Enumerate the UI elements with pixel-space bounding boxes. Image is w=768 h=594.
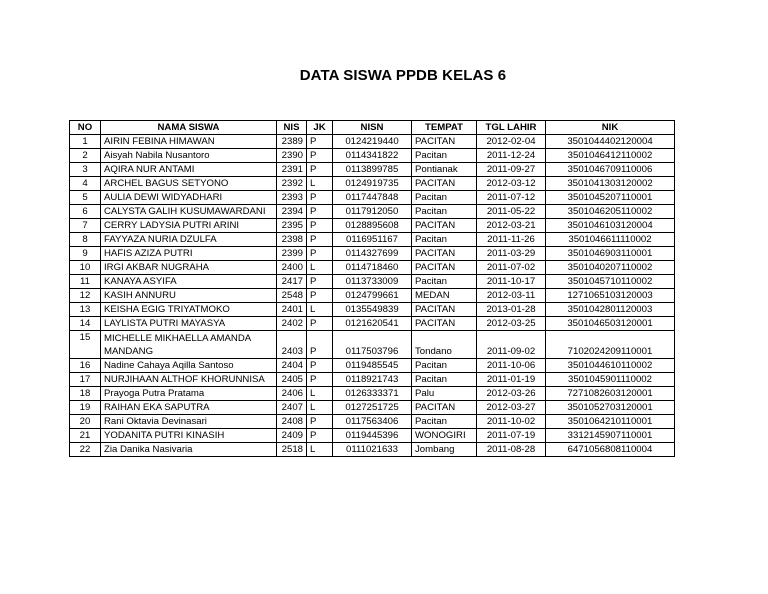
cell-no: 8 [70,233,101,247]
cell-tgl-lahir: 2011-10-02 [477,415,546,429]
cell-jk: L [307,443,333,457]
cell-no: 10 [70,261,101,275]
cell-nama: NURJIHAAN ALTHOF KHORUNNISA [101,373,277,387]
page-title: DATA SISWA PPDB KELAS 6 [299,67,507,84]
table-row [70,387,675,401]
cell-no: 18 [70,387,101,401]
cell-tgl-lahir: 2011-10-06 [477,359,546,373]
cell-nis: 2395 [277,219,307,233]
cell-tgl-lahir: 2011-09-02 [477,331,546,359]
cell-nama: YODANITA PUTRI KINASIH [101,429,277,443]
cell-nama: MICHELLE MIKHAELLA AMANDA MANDANG [101,331,277,359]
cell-no: 20 [70,415,101,429]
cell-jk: P [307,149,333,163]
cell-nik: 3501045207110001 [546,191,675,205]
header-nama-siswa: NAMA SISWA [101,121,277,135]
cell-nik: 3501042801120003 [546,303,675,317]
cell-nis: 2401 [277,303,307,317]
cell-nama: CALYSTA GALIH KUSUMAWARDANI [101,205,277,219]
cell-nisn: 0127251725 [333,401,412,415]
cell-nis: 2405 [277,373,307,387]
cell-tempat: PACITAN [412,247,477,261]
table-row [70,317,675,331]
cell-tgl-lahir: 2011-07-02 [477,261,546,275]
cell-tgl-lahir: 2011-09-27 [477,163,546,177]
cell-no: 12 [70,289,101,303]
cell-nisn: 0113733009 [333,275,412,289]
cell-nik: 3312145907110001 [546,429,675,443]
cell-jk: L [307,401,333,415]
cell-tempat: Pacitan [412,359,477,373]
cell-nisn: 0124219440 [333,135,412,149]
cell-jk: P [307,191,333,205]
cell-nis: 2408 [277,415,307,429]
cell-no: 15 [70,331,101,359]
cell-nik: 3501041303120002 [546,177,675,191]
header-jk: JK [307,121,333,135]
cell-nis: 2398 [277,233,307,247]
table-row [70,331,675,359]
cell-nisn: 0126333371 [333,387,412,401]
cell-tgl-lahir: 2011-05-22 [477,205,546,219]
cell-jk: P [307,233,333,247]
cell-nik: 7271082603120001 [546,387,675,401]
cell-nis: 2394 [277,205,307,219]
cell-nama: AQIRA NUR ANTAMI [101,163,277,177]
cell-tempat: Pacitan [412,373,477,387]
cell-tgl-lahir: 2011-07-19 [477,429,546,443]
cell-no: 6 [70,205,101,219]
cell-tempat: PACITAN [412,401,477,415]
cell-tempat: PACITAN [412,303,477,317]
header-nik: NIK [546,121,675,135]
cell-no: 9 [70,247,101,261]
cell-tempat: Pacitan [412,233,477,247]
cell-nama: Zia Danika Nasivaria [101,443,277,457]
cell-tempat: Jombang [412,443,477,457]
cell-no: 4 [70,177,101,191]
cell-nik: 3501046611110002 [546,233,675,247]
table-row [70,275,675,289]
cell-tempat: PACITAN [412,261,477,275]
cell-nisn: 0119485545 [333,359,412,373]
cell-jk: P [307,373,333,387]
cell-jk: P [307,219,333,233]
cell-no: 17 [70,373,101,387]
student-table [69,120,675,457]
cell-jk: P [307,205,333,219]
cell-tgl-lahir: 2011-08-28 [477,443,546,457]
cell-tempat: Pacitan [412,205,477,219]
cell-nik: 3501040207110002 [546,261,675,275]
cell-jk: L [307,387,333,401]
cell-nik: 3501046103120004 [546,219,675,233]
cell-nama: KANAYA ASYIFA [101,275,277,289]
cell-nik: 3501046503120001 [546,317,675,331]
cell-no: 3 [70,163,101,177]
cell-no: 11 [70,275,101,289]
cell-nis: 2391 [277,163,307,177]
cell-jk: P [307,415,333,429]
table-row [70,261,675,275]
cell-nisn: 0117563406 [333,415,412,429]
cell-nama: CERRY LADYSIA PUTRI ARINI [101,219,277,233]
cell-nama: IRGI AKBAR NUGRAHA [101,261,277,275]
cell-jk: P [307,289,333,303]
cell-nik: 1271065103120003 [546,289,675,303]
cell-tempat: Tondano [412,331,477,359]
cell-tgl-lahir: 2012-03-21 [477,219,546,233]
cell-tgl-lahir: 2012-02-04 [477,135,546,149]
cell-nis: 2390 [277,149,307,163]
cell-nis: 2548 [277,289,307,303]
cell-nik: 3501045901110002 [546,373,675,387]
table-header-row [70,121,675,135]
cell-jk: P [307,275,333,289]
cell-nis: 2399 [277,247,307,261]
table-row [70,289,675,303]
cell-nik: 3501046205110002 [546,205,675,219]
table-row [70,401,675,415]
cell-nik: 6471056808110004 [546,443,675,457]
cell-nis: 2400 [277,261,307,275]
cell-jk: P [307,429,333,443]
cell-tgl-lahir: 2012-03-25 [477,317,546,331]
cell-nis: 2393 [277,191,307,205]
cell-no: 22 [70,443,101,457]
cell-tgl-lahir: 2011-12-24 [477,149,546,163]
cell-nik: 3501044610110002 [546,359,675,373]
table-row [70,429,675,443]
cell-nisn: 0117447848 [333,191,412,205]
cell-tempat: PACITAN [412,177,477,191]
cell-nama: Nadine Cahaya Aqilla Santoso [101,359,277,373]
cell-tempat: Pacitan [412,275,477,289]
cell-nisn: 0111021633 [333,443,412,457]
cell-jk: L [307,177,333,191]
cell-nis: 2403 [277,331,307,359]
cell-nisn: 0113899785 [333,163,412,177]
cell-nis: 2392 [277,177,307,191]
cell-no: 7 [70,219,101,233]
header-tgl-lahir: TGL LAHIR [477,121,546,135]
cell-jk: L [307,261,333,275]
cell-nisn: 0124799661 [333,289,412,303]
cell-no: 2 [70,149,101,163]
cell-nama: RAIHAN EKA SAPUTRA [101,401,277,415]
cell-nama: KEISHA EGIG TRIYATMOKO [101,303,277,317]
cell-nisn: 0116951167 [333,233,412,247]
table-row [70,135,675,149]
cell-nis: 2407 [277,401,307,415]
cell-no: 14 [70,317,101,331]
table-row [70,191,675,205]
cell-nisn: 0117912050 [333,205,412,219]
cell-nama: LAYLISTA PUTRI MAYASYA [101,317,277,331]
cell-tempat: Pacitan [412,191,477,205]
cell-nik: 3501044402120004 [546,135,675,149]
cell-nama: ARCHEL BAGUS SETYONO [101,177,277,191]
cell-nik: 3501046903110001 [546,247,675,261]
cell-tempat: Pontianak [412,163,477,177]
table-body [70,135,675,457]
cell-nik: 3501046709110006 [546,163,675,177]
cell-tgl-lahir: 2012-03-12 [477,177,546,191]
cell-nisn: 0128895608 [333,219,412,233]
cell-nis: 2389 [277,135,307,149]
table-row [70,149,675,163]
cell-nama: FAYYAZA NURIA DZULFA [101,233,277,247]
cell-nis: 2518 [277,443,307,457]
cell-nama: Prayoga Putra Pratama [101,387,277,401]
table-row [70,219,675,233]
cell-no: 13 [70,303,101,317]
cell-jk: P [307,359,333,373]
table-row [70,359,675,373]
cell-nik: 3501045710110002 [546,275,675,289]
cell-tgl-lahir: 2012-03-11 [477,289,546,303]
cell-nisn: 0121620541 [333,317,412,331]
cell-tempat: PACITAN [412,135,477,149]
cell-tempat: Palu [412,387,477,401]
cell-nama: Rani Oktavia Devinasari [101,415,277,429]
cell-nisn: 0114327699 [333,247,412,261]
cell-nama: AIRIN FEBINA HIMAWAN [101,135,277,149]
header-tempat: TEMPAT [412,121,477,135]
cell-nis: 2409 [277,429,307,443]
cell-nama: AULIA DEWI WIDYADHARI [101,191,277,205]
cell-tgl-lahir: 2011-07-12 [477,191,546,205]
cell-tgl-lahir: 2011-11-26 [477,233,546,247]
cell-nisn: 0114718460 [333,261,412,275]
cell-nama: Aisyah Nabila Nusantoro [101,149,277,163]
cell-tempat: Pacitan [412,149,477,163]
cell-no: 5 [70,191,101,205]
cell-tgl-lahir: 2012-03-26 [477,387,546,401]
cell-no: 1 [70,135,101,149]
cell-nisn: 0135549839 [333,303,412,317]
cell-nisn: 0118921743 [333,373,412,387]
cell-no: 16 [70,359,101,373]
cell-tempat: PACITAN [412,317,477,331]
cell-tempat: Pacitan [412,415,477,429]
table-row [70,233,675,247]
cell-tempat: PACITAN [412,219,477,233]
cell-no: 21 [70,429,101,443]
cell-jk: P [307,317,333,331]
table-row [70,373,675,387]
cell-nik: 7102024209110001 [546,331,675,359]
cell-tgl-lahir: 2011-10-17 [477,275,546,289]
cell-no: 19 [70,401,101,415]
cell-tgl-lahir: 2013-01-28 [477,303,546,317]
cell-jk: L [307,303,333,317]
cell-tgl-lahir: 2011-01-19 [477,373,546,387]
cell-nama: KASIH ANNURU [101,289,277,303]
cell-nis: 2406 [277,387,307,401]
cell-nik: 3501046412110002 [546,149,675,163]
header-no: NO [70,121,101,135]
cell-tgl-lahir: 2012-03-27 [477,401,546,415]
cell-tempat: WONOGIRI [412,429,477,443]
table-row [70,163,675,177]
cell-nis: 2417 [277,275,307,289]
cell-nik: 3501052703120001 [546,401,675,415]
cell-tgl-lahir: 2011-03-29 [477,247,546,261]
cell-nik: 3501064210110001 [546,415,675,429]
cell-nis: 2404 [277,359,307,373]
cell-jk: P [307,247,333,261]
table-row [70,247,675,261]
table-row [70,415,675,429]
table-row [70,177,675,191]
table-row [70,443,675,457]
cell-nis: 2402 [277,317,307,331]
header-nisn: NISN [333,121,412,135]
cell-nisn: 0114341822 [333,149,412,163]
table-row [70,205,675,219]
cell-nisn: 0119445396 [333,429,412,443]
cell-jk: P [307,331,333,359]
cell-jk: P [307,135,333,149]
cell-nisn: 0124919735 [333,177,412,191]
cell-nisn: 0117503796 [333,331,412,359]
cell-nama: HAFIS AZIZA PUTRI [101,247,277,261]
cell-tempat: MEDAN [412,289,477,303]
header-nis: NIS [277,121,307,135]
table-row [70,303,675,317]
cell-jk: P [307,163,333,177]
